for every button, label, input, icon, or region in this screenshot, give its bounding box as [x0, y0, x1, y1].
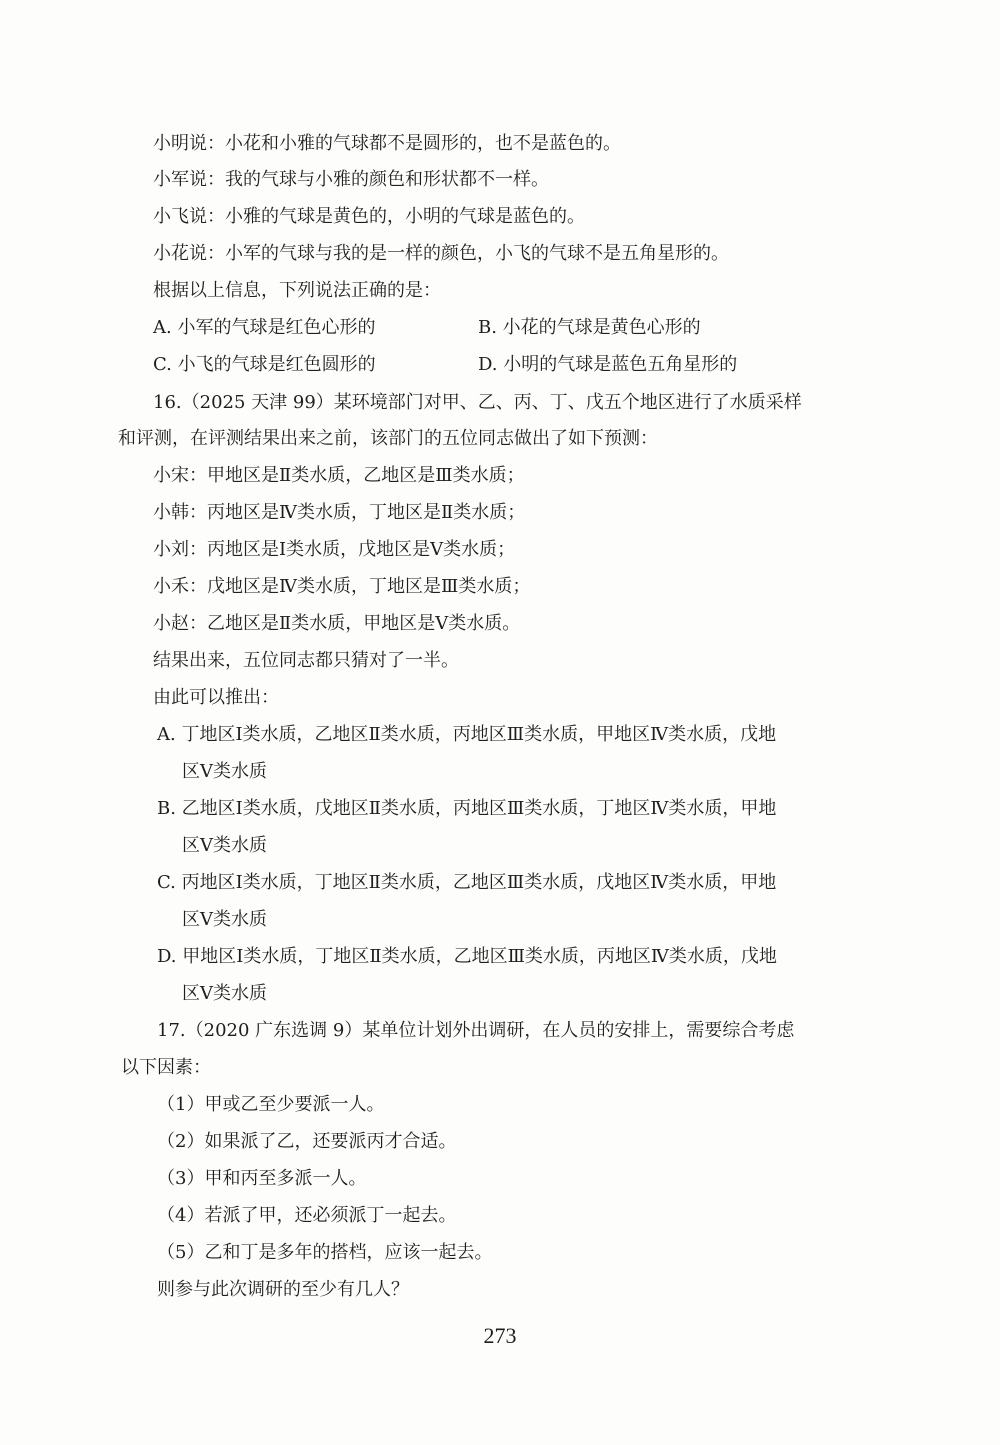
q16-prediction: 小宋：甲地区是Ⅱ类水质，乙地区是Ⅲ类水质；	[153, 465, 525, 486]
q15-prompt: 根据以上信息，下列说法正确的是：	[153, 280, 441, 301]
q15-statement: 小军说：我的气球与小雅的颜色和形状都不一样。	[153, 169, 549, 190]
q16-option-b-continued: 区Ⅴ类水质	[182, 835, 267, 856]
q16-option-a-continued: 区Ⅴ类水质	[182, 761, 267, 782]
q16-option-c: C. 丙地区Ⅰ类水质，丁地区Ⅱ类水质，乙地区Ⅲ类水质，戊地区Ⅳ类水质，甲地	[157, 872, 777, 893]
q16-prompt: 由此可以推出：	[153, 687, 279, 708]
q17-stem-continued: 以下因素：	[121, 1057, 211, 1078]
q17-condition: （5）乙和丁是多年的搭档，应该一起去。	[157, 1242, 493, 1263]
q15-option-d: D. 小明的气球是蓝色五角星形的	[478, 354, 738, 375]
q16-stem-continued: 和评测，在评测结果出来之前，该部门的五位同志做出了如下预测：	[118, 428, 658, 449]
q16-option-c-continued: 区Ⅴ类水质	[182, 909, 267, 930]
q17-condition: （2）如果派了乙，还要派丙才合适。	[157, 1131, 457, 1152]
q16-option-a: A. 丁地区Ⅰ类水质，乙地区Ⅱ类水质，丙地区Ⅲ类水质，甲地区Ⅳ类水质，戊地	[157, 724, 777, 745]
q17-stem: 17.（2020 广东选调 9）某单位计划外出调研，在人员的安排上，需要综合考虑	[157, 1020, 795, 1041]
q17-condition: （4）若派了甲，还必须派丁一起去。	[157, 1205, 457, 1226]
q15-statement: 小明说：小花和小雅的气球都不是圆形的，也不是蓝色的。	[153, 133, 621, 154]
q15-statement: 小花说：小军的气球与我的是一样的颜色，小飞的气球不是五角星形的。	[153, 243, 729, 264]
q16-option-d-continued: 区Ⅴ类水质	[182, 983, 267, 1004]
page-number: 273	[483, 1323, 517, 1348]
q16-prediction: 小刘：丙地区是Ⅰ类水质，戊地区是Ⅴ类水质；	[153, 539, 516, 560]
q16-option-b: B. 乙地区Ⅰ类水质，戊地区Ⅱ类水质，丙地区Ⅲ类水质，丁地区Ⅳ类水质，甲地	[157, 798, 777, 819]
q15-option-b: B. 小花的气球是黄色心形的	[478, 317, 701, 338]
q15-statement: 小飞说：小雅的气球是黄色的，小明的气球是蓝色的。	[153, 206, 585, 227]
q15-option-a: A. 小军的气球是红色心形的	[153, 317, 376, 338]
q17-question: 则参与此次调研的至少有几人？	[157, 1279, 409, 1300]
q16-option-d: D. 甲地区Ⅰ类水质，丁地区Ⅱ类水质，乙地区Ⅲ类水质，丙地区Ⅳ类水质，戊地	[157, 946, 777, 967]
q15-option-c: C. 小飞的气球是红色圆形的	[153, 354, 376, 375]
q16-prediction: 小韩：丙地区是Ⅳ类水质，丁地区是Ⅱ类水质；	[153, 502, 526, 523]
q17-condition: （1）甲或乙至少要派一人。	[157, 1094, 385, 1115]
q16-result: 结果出来，五位同志都只猜对了一半。	[153, 650, 459, 671]
q16-prediction: 小赵：乙地区是Ⅱ类水质，甲地区是Ⅴ类水质。	[153, 613, 521, 634]
q17-condition: （3）甲和丙至多派一人。	[157, 1168, 367, 1189]
q16-stem: 16.（2025 天津 99）某环境部门对甲、乙、丙、丁、戊五个地区进行了水质采样	[153, 392, 802, 413]
q16-prediction: 小禾：戊地区是Ⅳ类水质，丁地区是Ⅲ类水质；	[153, 576, 531, 597]
